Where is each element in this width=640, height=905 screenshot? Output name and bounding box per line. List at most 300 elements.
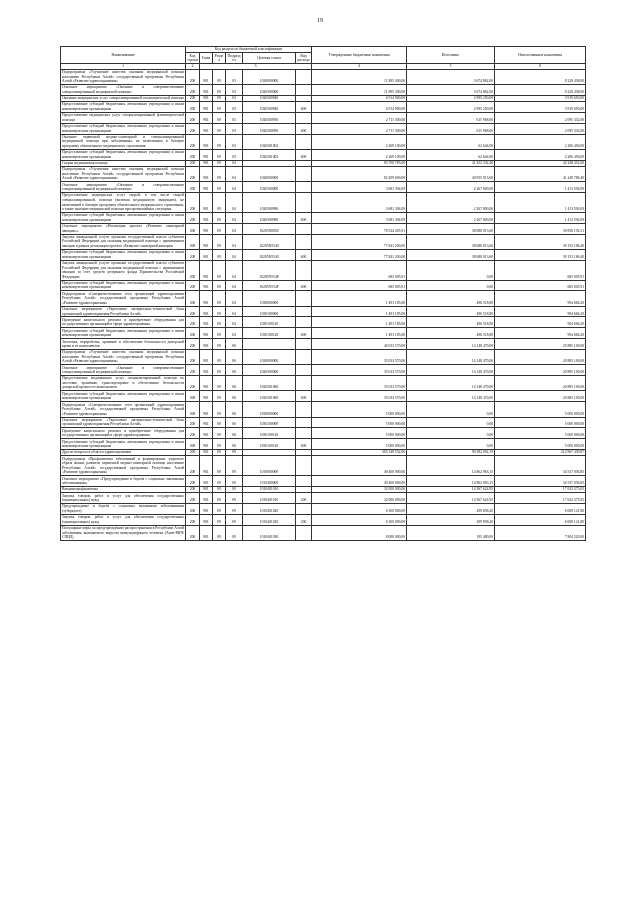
row-section: 09 xyxy=(213,349,226,364)
table-row xyxy=(61,349,586,364)
row-executed: 0,00 xyxy=(407,417,495,428)
table-row xyxy=(61,149,586,160)
row-executed: 14 148 470,00 xyxy=(407,349,495,364)
row-approved: 1 491 185,00 xyxy=(312,306,407,317)
row-name: Предоставление субсидий бюджетным, автономным учреждениям и иным некоммерческим организациям xyxy=(62,439,184,449)
row-chapter: 901 xyxy=(200,134,213,149)
row-expense-type xyxy=(296,260,312,280)
row-chapter: 901 xyxy=(200,84,213,95)
row-line-code: 200 xyxy=(186,160,200,166)
row-chapter: 901 xyxy=(200,428,213,439)
row-unexecuted: 5 000 000,00 xyxy=(495,417,586,428)
table-row xyxy=(61,84,586,95)
row-line-code: 200 xyxy=(186,166,200,181)
row-expense-type xyxy=(296,417,312,428)
row-chapter: 901 xyxy=(200,391,213,402)
row-line-code: 200 xyxy=(186,306,200,317)
row-subsection: 06 xyxy=(226,391,243,402)
row-section: 09 xyxy=(213,223,226,234)
row-line-code: 200 xyxy=(186,376,200,391)
row-subsection: 03 xyxy=(226,134,243,149)
row-expense-type: 600 xyxy=(296,328,312,339)
row-approved: 8 000 000,00 xyxy=(312,525,407,540)
row-line-code: 200 xyxy=(186,365,200,376)
row-approved: 2 711 300,00 xyxy=(312,112,407,123)
row-target: 1010401030 xyxy=(243,525,296,540)
row-subsection: 09 xyxy=(226,456,243,476)
row-section: 09 xyxy=(213,249,226,260)
table-row xyxy=(61,504,586,515)
row-section: 09 xyxy=(213,212,226,223)
row-approved: 683 005,91 xyxy=(312,280,407,291)
row-chapter: 901 xyxy=(200,306,213,317)
row-unexecuted: 7 804 520,00 xyxy=(495,525,586,540)
row-unexecuted: 20 885 100,00 xyxy=(495,349,586,364)
row-section: 09 xyxy=(213,291,226,306)
row-subsection: 04 xyxy=(226,291,243,306)
row-line-code: 200 xyxy=(186,182,200,193)
row-executed: 62 644,00 xyxy=(407,134,495,149)
row-target: 1030000000 xyxy=(243,402,296,417)
row-executed: 14 367 624,95 xyxy=(407,486,495,492)
row-name: Предоставление субсидий бюджетным, автономным учреждениям и иным некоммерческим организациям xyxy=(62,391,184,401)
table-row xyxy=(61,525,586,540)
row-executed: 38 688 013,60 xyxy=(407,234,495,249)
row-section: 09 xyxy=(213,504,226,515)
table-row xyxy=(61,69,586,84)
header-approved: Утвержденные бюджетные назначения xyxy=(312,47,407,64)
row-unexecuted: 5 000 000,00 xyxy=(495,402,586,417)
row-subsection: 09 xyxy=(226,504,243,515)
row-approved: 3 681 394,09 xyxy=(312,212,407,223)
row-section: 09 xyxy=(213,328,226,339)
row-target: 1020300950 xyxy=(243,112,296,123)
row-approved: 32 000 000,00 xyxy=(312,486,407,492)
table-row xyxy=(61,212,586,223)
row-executed: 496 518,80 xyxy=(407,328,495,339)
row-target: 1030100120 xyxy=(243,317,296,328)
row-line-code: 200 xyxy=(186,504,200,515)
row-name: Заготовка, переработка, хранение и обеспечение безопасности донорской крови и ее компонентов xyxy=(62,339,184,349)
row-line-code: 200 xyxy=(186,339,200,350)
row-subsection: 04 xyxy=(226,306,243,317)
row-line-code: 200 xyxy=(186,486,200,492)
header-subsection: Подраздел xyxy=(227,53,241,63)
row-unexecuted: 994 666,20 xyxy=(495,306,586,317)
row-line-code: 200 xyxy=(186,525,200,540)
column-number: 6 xyxy=(495,64,586,70)
row-section: 09 xyxy=(213,69,226,84)
row-expense-type xyxy=(296,504,312,515)
row-chapter: 901 xyxy=(200,349,213,364)
row-chapter: 901 xyxy=(200,402,213,417)
row-chapter: 901 xyxy=(200,525,213,540)
row-subsection: 04 xyxy=(226,249,243,260)
table-body xyxy=(61,69,586,540)
row-name: Проведение капитального ремонта и приобретение оборудования для государственных организаций в сфере здравоохранения xyxy=(62,428,184,438)
row-chapter: 901 xyxy=(200,123,213,134)
row-name: Подпрограмма «Совершенствование сети организаций здравоохранения Республики Алтай» государственной программы Республики Алтай «Развитие здравоохранения» xyxy=(62,291,184,305)
row-approved: 1 491 185,00 xyxy=(312,317,407,328)
row-name: Оказание медицинских услуг специализированной психиатрической помощи xyxy=(62,96,184,101)
row-section: 09 xyxy=(213,95,226,101)
row-expense-type xyxy=(296,306,312,317)
row-expense-type xyxy=(296,525,312,540)
row-unexecuted: 1 413 594,09 xyxy=(495,212,586,223)
row-line-code: 200 xyxy=(186,149,200,160)
table-row xyxy=(61,402,586,417)
row-executed: 496 518,80 xyxy=(407,291,495,306)
row-name: Предоставление субсидий бюджетным, автономным учреждениям и иным некоммерческим организациям xyxy=(62,328,184,338)
row-chapter: 901 xyxy=(200,212,213,223)
row-unexecuted: 6 000 141,80 xyxy=(495,514,586,525)
row-section: 09 xyxy=(213,234,226,249)
row-subsection: 06 xyxy=(226,349,243,364)
table-row xyxy=(61,428,586,439)
row-subsection: 06 xyxy=(226,417,243,428)
row-subsection: 04 xyxy=(226,234,243,249)
row-section: 09 xyxy=(213,160,226,166)
row-expense-type: 600 xyxy=(296,249,312,260)
table-row xyxy=(61,249,586,260)
row-executed: 14 148 470,00 xyxy=(407,339,495,350)
row-target: 1030000000 xyxy=(243,291,296,306)
row-section: 09 xyxy=(213,166,226,181)
row-executed: 62 644,00 xyxy=(407,149,495,160)
row-name: Основное мероприятие «Оказание и совершенствование специализированной медицинской помощи» xyxy=(62,85,184,94)
row-section: 09 xyxy=(213,486,226,492)
row-target: 1010401010 xyxy=(243,493,296,504)
row-name: Предоставление медицинских услуг специализированной фтизиатрической помощи xyxy=(62,113,184,122)
row-name: Предоставление субсидий бюджетным, автономным учреждениям и иным некоммерческим организациям xyxy=(62,213,184,222)
row-target: 1030100000 xyxy=(243,306,296,317)
row-expense-type xyxy=(296,182,312,193)
row-chapter: 901 xyxy=(200,223,213,234)
row-line-code: 200 xyxy=(186,417,200,428)
row-name: Предупреждение и борьба с социально значимыми заболеваниями (туберкулез) xyxy=(62,504,184,513)
row-executed: 2 995 250,00 xyxy=(407,102,495,113)
table-row xyxy=(61,514,586,525)
row-subsection: 04 xyxy=(226,317,243,328)
row-section: 09 xyxy=(213,417,226,428)
header-code-group: Код раздела по бюджетной классификации xyxy=(186,47,312,53)
row-approved: 32 000 000,00 xyxy=(312,493,407,504)
row-target: 10205N0000 xyxy=(243,223,296,234)
row-line-code: 200 xyxy=(186,514,200,525)
table-row xyxy=(61,234,586,249)
row-chapter: 901 xyxy=(200,514,213,525)
table-row xyxy=(61,123,586,134)
row-executed: 38 688 013,60 xyxy=(407,223,495,234)
row-name: Основное мероприятие «Оказание и совершенствование специализированной медицинской помощи» xyxy=(62,365,184,375)
row-unexecuted: 34 537 036,85 xyxy=(495,456,586,476)
row-approved: 77 841 200,00 xyxy=(312,249,407,260)
table-row xyxy=(61,112,586,123)
row-section: 09 xyxy=(213,306,226,317)
row-section: 09 xyxy=(213,182,226,193)
row-name: Основное мероприятие «Укрепление материально-технической базы организаций здравоохранения Республики Алтай» xyxy=(62,417,184,427)
row-chapter: 901 xyxy=(200,69,213,84)
row-target: 1010401020 xyxy=(243,504,296,515)
row-line-code: 200 xyxy=(186,349,200,364)
row-line-code: 200 xyxy=(186,134,200,149)
row-line-code: 200 xyxy=(186,291,200,306)
row-section: 09 xyxy=(213,123,226,134)
row-unexecuted: 20 885 100,00 xyxy=(495,391,586,402)
row-subsection: 03 xyxy=(226,84,243,95)
table-row xyxy=(61,439,586,450)
row-unexecuted: 2 095 332,00 xyxy=(495,123,586,134)
row-name: Основное мероприятие «Реализация проекта «Развитие санитарной авиации»» xyxy=(62,224,184,233)
row-approved: 11 895 300,00 xyxy=(312,84,407,95)
row-target: 1020300940 xyxy=(243,95,296,101)
row-section: 09 xyxy=(213,391,226,402)
row-executed: 615 968,00 xyxy=(407,123,495,134)
row-expense-type xyxy=(296,134,312,149)
row-chapter: 901 xyxy=(200,234,213,249)
row-target: 1020301002 xyxy=(243,149,296,160)
header-target: Целевая статья xyxy=(243,53,296,64)
row-subsection: 04 xyxy=(226,160,243,166)
table-row xyxy=(61,291,586,306)
row-unexecuted: 17 632 375,05 xyxy=(495,493,586,504)
row-executed: 3 674 862,00 xyxy=(407,69,495,84)
row-unexecuted: 5 000 000,00 xyxy=(495,428,586,439)
row-line-code: 200 xyxy=(186,123,200,134)
row-chapter: 901 xyxy=(200,449,213,455)
row-executed: 14 367 624,95 xyxy=(407,493,495,504)
row-target: 1020300950 xyxy=(243,123,296,134)
row-expense-type xyxy=(296,476,312,487)
row-name: Предоставление субсидий бюджетным, автономным учреждениям и иным некоммерческим организациям xyxy=(62,150,184,159)
row-subsection: 06 xyxy=(226,376,243,391)
row-chapter: 901 xyxy=(200,339,213,350)
row-target: 1030100120 xyxy=(243,328,296,339)
row-subsection: 03 xyxy=(226,69,243,84)
row-approved: 1 491 185,00 xyxy=(312,291,407,306)
row-name: Предоставление медицинских услуг специализированной помощи по заготовке, хранению, транспортировке и обеспечению безопасности донорской крови и ее компонентов xyxy=(62,376,184,390)
row-approved: 1 491 185,00 xyxy=(312,328,407,339)
row-approved: 5 000 000,00 xyxy=(312,439,407,450)
row-unexecuted: 6 000 141,80 xyxy=(495,504,586,515)
row-approved: 35 033 570,00 xyxy=(312,376,407,391)
table-row xyxy=(61,166,586,181)
row-chapter: 901 xyxy=(200,376,213,391)
row-section: 09 xyxy=(213,193,226,213)
row-chapter: 901 xyxy=(200,476,213,487)
row-expense-type xyxy=(296,365,312,376)
row-line-code: 200 xyxy=(186,280,200,291)
row-executed: 195 480,00 xyxy=(407,525,495,540)
row-target: 1030100120 xyxy=(243,428,296,439)
row-name: Закупка товаров, работ и услуг для обеспечения государственных (муниципальных) нужд xyxy=(62,493,184,503)
row-name: Скорая медицинская помощь xyxy=(61,160,186,166)
row-name: Закупка авиационной услуги органами государственной власти субъектов Российской Федерации для оказания медицинской помощи с применением авиации в рамках реализации проекта «Развитие санитарной авиации» xyxy=(62,234,184,248)
row-executed: 615 968,00 xyxy=(407,112,495,123)
row-expense-type xyxy=(296,84,312,95)
row-target: 1020000000 xyxy=(243,349,296,364)
row-expense-type xyxy=(296,339,312,350)
row-line-code: 200 xyxy=(186,234,200,249)
row-name: Проведение капитального ремонта и приобретение оборудования для государственных организаций в сфере здравоохранения xyxy=(62,317,184,327)
row-target: 10205N554F xyxy=(243,260,296,280)
row-section: 09 xyxy=(213,134,226,149)
table-row xyxy=(61,102,586,113)
row-approved: 683 005,91 xyxy=(312,260,407,280)
row-target: 1020300000 xyxy=(243,84,296,95)
row-line-code: 200 xyxy=(186,449,200,455)
column-number: 1 xyxy=(61,64,186,70)
row-expense-type xyxy=(296,112,312,123)
table-row xyxy=(61,182,586,193)
row-section: 09 xyxy=(213,476,226,487)
row-expense-type: 600 xyxy=(296,123,312,134)
row-target: 1020000000 xyxy=(243,166,296,181)
row-unexecuted: 41 249 786,40 xyxy=(495,166,586,181)
row-chapter: 901 xyxy=(200,504,213,515)
column-number: 3 xyxy=(200,64,312,70)
row-name: Основное мероприятие «Оказание и совершенствование специализированной медицинской помощи» xyxy=(62,182,184,192)
row-line-code: 200 xyxy=(186,102,200,113)
row-expense-type xyxy=(296,456,312,476)
row-name: Подпрограмма «Улучшение качества оказания медицинской помощи населению Республики Алтай» государственной программы Республики Алтай «Развитие здравоохранения» xyxy=(62,350,184,364)
header-expense-type: Вид расхода xyxy=(296,53,312,64)
row-subsection: 04 xyxy=(226,193,243,213)
row-unexecuted: 683 005,91 xyxy=(495,280,586,291)
row-subsection: 04 xyxy=(226,182,243,193)
row-expense-type: 600 xyxy=(296,439,312,450)
row-section: 09 xyxy=(213,339,226,350)
row-approved: 3 681 394,09 xyxy=(312,193,407,213)
row-line-code: 200 xyxy=(186,439,200,450)
row-executed: 299 858,20 xyxy=(407,504,495,515)
row-chapter: 901 xyxy=(200,291,213,306)
row-section: 09 xyxy=(213,260,226,280)
row-expense-type xyxy=(296,402,312,417)
row-name: Предоставление субсидий бюджетным, автономным учреждениям и иным некоммерческим организациям xyxy=(62,280,184,290)
row-expense-type: 600 xyxy=(296,102,312,113)
row-executed: 496 518,80 xyxy=(407,317,495,328)
row-section: 09 xyxy=(213,112,226,123)
row-approved: 5 000 000,00 xyxy=(312,417,407,428)
row-unexecuted: 5 000 000,00 xyxy=(495,439,586,450)
table-row xyxy=(61,306,586,317)
row-approved: 5 000 000,00 xyxy=(312,402,407,417)
row-name: Предоставление медицинских услуг скорой, в том числе скорой специализированной, помощи (включая медицинскую эвакуацию), не включенной в базовую программу обязательного медицинского страхования, а также оказание медицинской помощи при чрезвычайных ситуациях xyxy=(62,193,184,212)
row-line-code: 200 xyxy=(186,260,200,280)
row-approved: 35 033 570,00 xyxy=(312,349,407,364)
row-executed: 2 995 250,00 xyxy=(407,95,495,101)
row-subsection: 04 xyxy=(226,212,243,223)
row-subsection: 04 xyxy=(226,166,243,181)
table-row xyxy=(61,376,586,391)
row-unexecuted: 34 537 036,85 xyxy=(495,476,586,487)
row-chapter: 901 xyxy=(200,102,213,113)
row-name: Предоставление субсидий бюджетным, автономным учреждениям и иным некоммерческим организациям xyxy=(62,102,184,111)
row-target: 1030100000 xyxy=(243,417,296,428)
table-row xyxy=(61,476,586,487)
row-unexecuted: 20 885 100,00 xyxy=(495,376,586,391)
row-expense-type xyxy=(296,428,312,439)
row-chapter: 901 xyxy=(200,160,213,166)
row-name: Основное мероприятие «Предупреждение и борьба с социально значимыми заболеваниями» xyxy=(62,476,184,486)
row-approved: 49 400 000,00 xyxy=(312,456,407,476)
table-row xyxy=(61,456,586,476)
row-expense-type xyxy=(296,291,312,306)
row-unexecuted: 17 632 375,05 xyxy=(495,486,586,492)
row-chapter: 901 xyxy=(200,182,213,193)
row-section: 09 xyxy=(213,365,226,376)
row-executed: 14 148 470,00 xyxy=(407,365,495,376)
row-chapter: 901 xyxy=(200,328,213,339)
row-approved: 3 681 394,09 xyxy=(312,182,407,193)
row-chapter: 901 xyxy=(200,439,213,450)
row-subsection: 09 xyxy=(226,486,243,492)
row-approved: 6 914 900,00 xyxy=(312,95,407,101)
row-target: 1020301060 xyxy=(243,376,296,391)
row-section: 09 xyxy=(213,428,226,439)
row-subsection: 06 xyxy=(226,439,243,450)
row-name: Подпрограмма «Совершенствование сети организаций здравоохранения Республики Алтай» государственной программы Республики Алтай «Развитие здравоохранения» xyxy=(62,402,184,416)
header-section: Раздел xyxy=(213,53,226,64)
row-target: 10205N5540 xyxy=(243,249,296,260)
row-executed: 41 452 332,40 xyxy=(407,160,495,166)
row-name: Подпрограмма «Профилактика заболеваний и формирование здорового образа жизни, развитие первичной медико-санитарной помощи населению Республики Алтай» государственной программы Республики Алтай «Развитие здравоохранения» xyxy=(62,456,184,475)
row-unexecuted: 39 153 186,40 xyxy=(495,249,586,260)
table-header xyxy=(61,47,586,70)
row-expense-type: 600 xyxy=(296,149,312,160)
header-line-code: Код строки xyxy=(187,53,198,63)
row-chapter: 901 xyxy=(200,166,213,181)
header-unexecuted: Неисполненные назначения xyxy=(495,47,586,64)
row-section: 09 xyxy=(213,317,226,328)
row-executed: 40 955 913,60 xyxy=(407,166,495,181)
header-chapter: Глава xyxy=(200,53,213,64)
row-section: 09 xyxy=(213,280,226,291)
row-name: Другие вопросы в области здравоохранения xyxy=(61,449,186,455)
row-chapter: 901 xyxy=(200,317,213,328)
row-expense-type: 600 xyxy=(296,280,312,291)
row-expense-type xyxy=(296,223,312,234)
row-executed: 14 862 963,15 xyxy=(407,476,495,487)
row-line-code: 200 xyxy=(186,402,200,417)
row-unexecuted: 1 413 594,09 xyxy=(495,193,586,213)
row-executed: 496 518,80 xyxy=(407,306,495,317)
row-executed: 2 267 800,00 xyxy=(407,212,495,223)
row-unexecuted: 1 413 594,09 xyxy=(495,182,586,193)
row-unexecuted: 994 666,20 xyxy=(495,317,586,328)
row-expense-type xyxy=(296,317,312,328)
table-row xyxy=(61,193,586,213)
row-unexecuted: 994 666,20 xyxy=(495,291,586,306)
row-executed: 0,00 xyxy=(407,439,495,450)
row-approved: 11 895 300,00 xyxy=(312,69,407,84)
table-row xyxy=(61,391,586,402)
row-line-code: 200 xyxy=(186,69,200,84)
row-target: 1020300990 xyxy=(243,212,296,223)
row-name: Популярные меры по предупреждению распространения в Республике Алтай заболевания, вызываемого вирусом иммунодефицита человека (Анти-ВИЧ/СПИД) xyxy=(62,526,185,540)
row-approved: 2 269 100,00 xyxy=(312,149,407,160)
row-executed: 0,00 xyxy=(407,402,495,417)
row-subsection: 09 xyxy=(226,525,243,540)
column-number: 2 xyxy=(186,64,200,70)
row-line-code: 200 xyxy=(186,193,200,213)
row-approved: 6 300 000,00 xyxy=(312,504,407,515)
row-section: 09 xyxy=(213,102,226,113)
row-name: Оказание первичной медико-санитарной и специализированной медицинской помощи при заболеваниях, не включенных в базовую программу обязательного медицинского страхования xyxy=(62,134,184,148)
row-expense-type: 200 xyxy=(296,493,312,504)
table-row xyxy=(61,260,586,280)
